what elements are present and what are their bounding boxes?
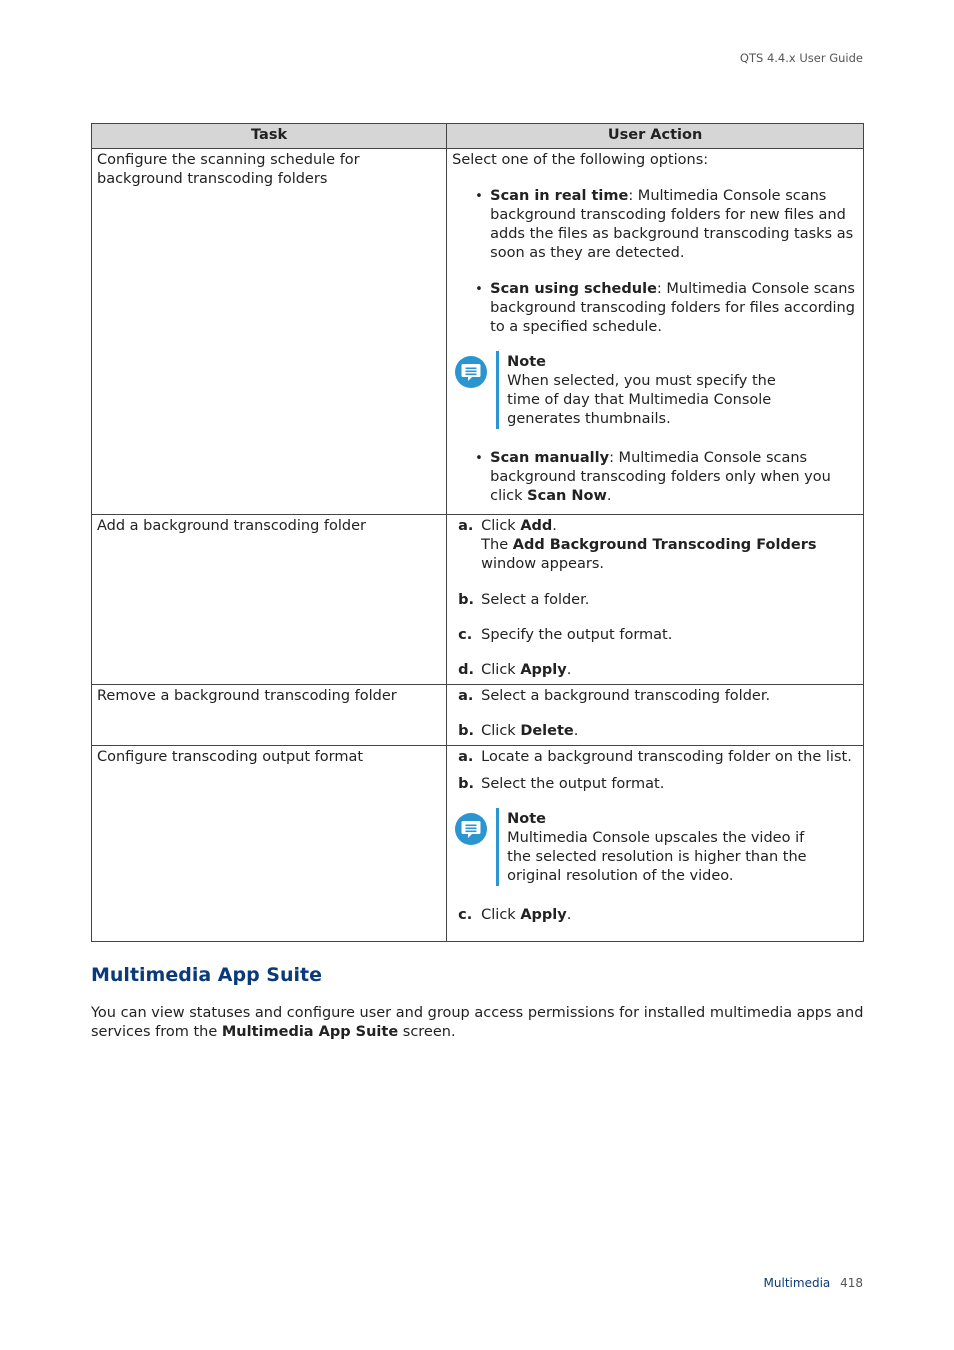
step-bold: Apply xyxy=(520,907,567,923)
step-letter: a. xyxy=(458,688,474,704)
list-item xyxy=(475,187,858,263)
option-text: : Multimedia Console scans background transcoding folders only when you click xyxy=(490,450,831,504)
step-bold: Add xyxy=(520,518,553,534)
action-cell xyxy=(447,149,864,515)
table-row xyxy=(92,746,864,942)
step-text: Select the output format. xyxy=(481,776,665,792)
task-cell xyxy=(92,746,447,942)
list-item xyxy=(458,748,858,767)
step-letter: c. xyxy=(458,627,473,643)
section-text-pre: You can view statuses and configure user and group access permissions for installed multimedia apps and services from the xyxy=(91,1005,864,1040)
task-cell xyxy=(92,515,447,685)
note-body xyxy=(496,351,813,429)
table-header-row xyxy=(92,124,864,149)
list-item xyxy=(458,517,858,574)
step-sub-bold: Add Background Transcoding Folders xyxy=(512,537,817,553)
task-action-table xyxy=(91,123,864,942)
note-body xyxy=(496,808,813,886)
note-text: When selected, you must specify the time of day that Multimedia Console generates thumbnails. xyxy=(507,373,776,427)
task-text: Add a background transcoding folder xyxy=(97,518,366,534)
step-text: Specify the output format. xyxy=(481,627,673,643)
option-title: Scan in real time xyxy=(490,188,629,204)
list-item xyxy=(458,661,858,680)
table-row xyxy=(92,685,864,746)
option-list xyxy=(452,187,858,337)
step-bold: Apply xyxy=(520,662,567,678)
step-post: . xyxy=(566,662,572,678)
step-pre: Click xyxy=(481,662,521,678)
note-speech-bubble-icon xyxy=(454,355,488,389)
step-text: Locate a background transcoding folder on the list. xyxy=(481,749,852,765)
list-item xyxy=(458,722,858,741)
step-letter: c. xyxy=(458,907,473,923)
step-list xyxy=(452,906,858,925)
step-letter: a. xyxy=(458,749,474,765)
step-letter: a. xyxy=(458,518,474,534)
step-post: . xyxy=(552,518,557,534)
step-letter: d. xyxy=(458,662,475,678)
option-text: : Multimedia Console scans background transcoding folders for files according to a specified schedule. xyxy=(490,281,855,335)
section-paragraph xyxy=(91,1004,866,1042)
note-text: Multimedia Console upscales the video if the selected resolution is higher than the original resolution of the video. xyxy=(507,830,807,884)
option-title: Scan using schedule xyxy=(490,281,657,297)
step-post: . xyxy=(573,723,579,739)
action-cell xyxy=(447,515,864,685)
step-list xyxy=(452,687,858,741)
page-header: QTS 4.4.x User Guide xyxy=(739,51,863,65)
step-pre: Click xyxy=(481,907,521,923)
step-letter: b. xyxy=(458,592,475,608)
page-footer xyxy=(764,1276,863,1290)
step-list xyxy=(452,748,858,794)
task-text: Configure transcoding output format xyxy=(97,749,364,765)
column-header-user-action: User Action xyxy=(447,124,864,149)
option-list xyxy=(452,449,858,506)
footer-page-number: 418 xyxy=(840,1276,863,1290)
action-cell xyxy=(447,685,864,746)
step-letter: b. xyxy=(458,723,475,739)
table-row xyxy=(92,149,864,515)
step-list xyxy=(452,517,858,680)
list-item xyxy=(458,906,858,925)
step-pre: Click xyxy=(481,518,521,534)
action-intro: Select one of the following options: xyxy=(452,152,709,168)
list-item xyxy=(475,449,858,506)
task-text: Configure the scanning schedule for background transcoding folders xyxy=(97,152,360,187)
step-text: Select a background transcoding folder. xyxy=(481,688,771,704)
step-pre: Click xyxy=(481,723,521,739)
list-item xyxy=(458,591,858,610)
step-text: Select a folder. xyxy=(481,592,590,608)
task-text: Remove a background transcoding folder xyxy=(97,688,397,704)
option-end: . xyxy=(606,488,612,504)
list-item xyxy=(458,775,858,794)
list-item xyxy=(458,687,858,706)
section-text-bold: Multimedia App Suite xyxy=(221,1024,399,1040)
step-post: . xyxy=(566,907,572,923)
step-bold: Delete xyxy=(520,723,574,739)
note-box xyxy=(452,808,858,886)
section-text-post: screen. xyxy=(398,1024,456,1040)
footer-chapter: Multimedia xyxy=(763,1276,831,1290)
action-cell xyxy=(447,746,864,942)
option-bold-end: Scan Now xyxy=(527,488,607,504)
section-title: Multimedia App Suite xyxy=(91,964,322,986)
step-sub-pre: The xyxy=(481,537,513,553)
column-header-task: Task xyxy=(92,124,447,149)
note-title: Note xyxy=(507,811,547,827)
task-cell xyxy=(92,685,447,746)
option-text: : Multimedia Console scans background transcoding folders for new files and adds the files as background transcoding tasks as soon as they are detected. xyxy=(490,188,854,261)
note-speech-bubble-icon xyxy=(454,812,488,846)
note-title: Note xyxy=(507,354,547,370)
list-item xyxy=(458,626,858,645)
step-sub-post: window appears. xyxy=(481,556,604,572)
step-letter: b. xyxy=(458,776,475,792)
list-item xyxy=(475,280,858,337)
table-row xyxy=(92,515,864,685)
note-box xyxy=(452,351,858,429)
task-cell xyxy=(92,149,447,515)
option-title: Scan manually xyxy=(490,450,610,466)
